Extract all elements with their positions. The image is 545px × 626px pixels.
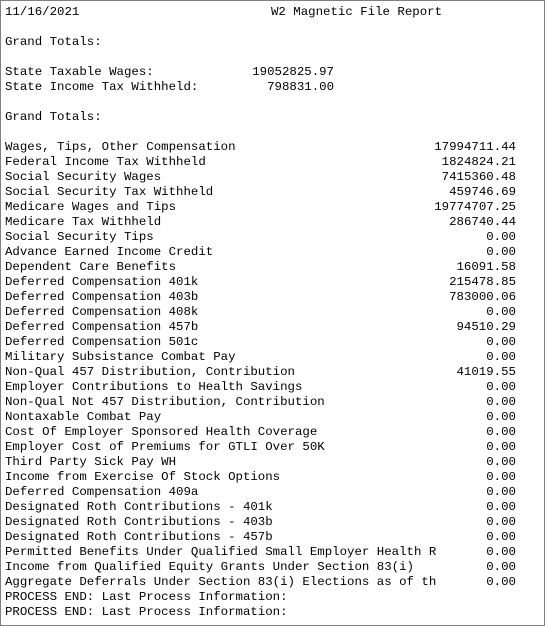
- federal-row-value: 0.00: [486, 230, 516, 244]
- federal-row-label: Deferred Compensation 501c: [5, 335, 199, 349]
- report-date: 11/16/2021: [5, 5, 80, 19]
- federal-row-label: Deferred Compensation 403b: [5, 290, 199, 304]
- federal-row-value: 0.00: [486, 350, 516, 364]
- federal-row-label: Medicare Wages and Tips: [5, 200, 177, 214]
- federal-row-label: Military Subsistance Combat Pay: [5, 350, 236, 364]
- federal-row-value: 0.00: [486, 395, 516, 409]
- federal-row-value: 0.00: [486, 515, 516, 529]
- federal-row-value: 286740.44: [449, 215, 516, 229]
- federal-row-value: 0.00: [486, 530, 516, 544]
- state-row-value: 798831.00: [267, 80, 334, 94]
- federal-row-value: 0.00: [486, 440, 516, 454]
- federal-row-label: Employer Contributions to Health Savings: [5, 380, 303, 394]
- federal-row-value: 0.00: [486, 305, 516, 319]
- federal-row-value: 17994711.44: [434, 140, 516, 154]
- federal-row-label: Deferred Compensation 409a: [5, 485, 199, 499]
- federal-row-label: Non-Qual Not 457 Distribution, Contribution: [5, 395, 325, 409]
- federal-row-label: Advance Earned Income Credit: [5, 245, 214, 259]
- federal-row-value: 0.00: [486, 335, 516, 349]
- federal-row-value: 0.00: [486, 380, 516, 394]
- state-row-value: 19052825.97: [252, 65, 334, 79]
- federal-row-value: 0.00: [486, 485, 516, 499]
- federal-row-value: 0.00: [486, 575, 516, 589]
- federal-row-label: Income from Qualified Equity Grants Under Section 83(i): [5, 560, 414, 574]
- federal-row-label: Deferred Compensation 457b: [5, 320, 199, 334]
- federal-row-label: Social Security Wages: [5, 170, 162, 184]
- federal-row-label: Designated Roth Contributions - 457b: [5, 530, 273, 544]
- federal-row-value: 7415360.48: [441, 170, 516, 184]
- federal-row-label: Deferred Compensation 408k: [5, 305, 199, 319]
- federal-row-value: 0.00: [486, 425, 516, 439]
- state-row-label: State Income Tax Withheld:: [5, 80, 199, 94]
- federal-row-label: Designated Roth Contributions - 401k: [5, 500, 273, 514]
- federal-row-label: Social Security Tax Withheld: [5, 185, 214, 199]
- federal-row-label: Federal Income Tax Withheld: [5, 155, 206, 169]
- federal-row-label: Cost Of Employer Sponsored Health Coverage: [5, 425, 318, 439]
- federal-row-value: 0.00: [486, 560, 516, 574]
- federal-row-label: Nontaxable Combat Pay: [5, 410, 162, 424]
- federal-row-value: 0.00: [486, 455, 516, 469]
- state-grand-totals-heading: Grand Totals:: [5, 35, 102, 49]
- federal-row-value: 0.00: [486, 245, 516, 259]
- federal-row-label: Designated Roth Contributions - 403b: [5, 515, 273, 529]
- state-row-label: State Taxable Wages:: [5, 65, 154, 79]
- federal-row-label: Non-Qual 457 Distribution, Contribution: [5, 365, 295, 379]
- federal-row-label: Employer Cost of Premiums for GTLI Over 50K: [5, 440, 325, 454]
- process-end-line: PROCESS END: Last Process Information:: [5, 590, 288, 604]
- federal-row-value: 1824824.21: [441, 155, 516, 169]
- federal-row-value: 94510.29: [456, 320, 516, 334]
- federal-row-label: Medicare Tax Withheld: [5, 215, 162, 229]
- federal-row-label: Third Party Sick Pay WH: [5, 455, 177, 469]
- federal-row-value: 41019.55: [456, 365, 516, 379]
- federal-row-label: Aggregate Deferrals Under Section 83(i) Elections as of th: [5, 575, 437, 589]
- federal-row-value: 215478.85: [449, 275, 516, 289]
- federal-row-label: Dependent Care Benefits: [5, 260, 177, 274]
- federal-row-value: 0.00: [486, 545, 516, 559]
- federal-row-value: 0.00: [486, 470, 516, 484]
- federal-row-value: 0.00: [486, 500, 516, 514]
- federal-row-label: Social Security Tips: [5, 230, 154, 244]
- federal-row-value: 0.00: [486, 410, 516, 424]
- report-title: W2 Magnetic File Report: [271, 5, 443, 19]
- federal-row-value: 459746.69: [449, 185, 516, 199]
- federal-row-label: Permitted Benefits Under Qualified Small Employer Health R: [5, 545, 437, 559]
- federal-row-value: 16091.58: [456, 260, 516, 274]
- federal-row-label: Deferred Compensation 401k: [5, 275, 199, 289]
- federal-row-value: 783000.06: [449, 290, 516, 304]
- federal-grand-totals-heading: Grand Totals:: [5, 110, 102, 124]
- federal-row-value: 19774707.25: [434, 200, 516, 214]
- federal-row-label: Wages, Tips, Other Compensation: [5, 140, 236, 154]
- process-end-line: PROCESS END: Last Process Information:: [5, 605, 288, 619]
- federal-row-label: Income from Exercise Of Stock Options: [5, 470, 281, 484]
